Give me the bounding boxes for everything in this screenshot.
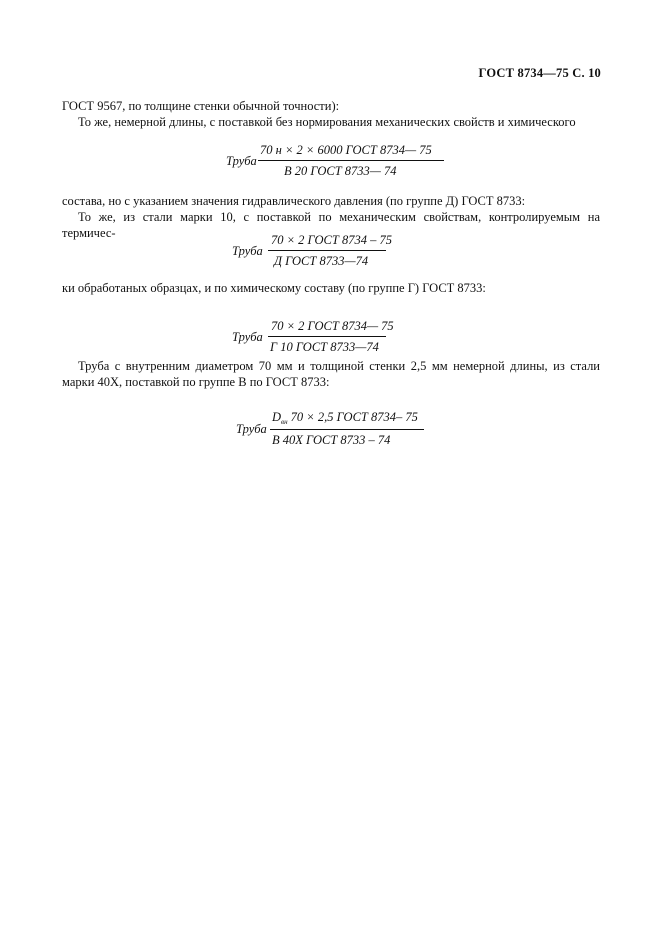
formula-4-fraction-bar [270, 429, 424, 430]
paragraph-5: ки обработаных образцах, и по химическому составу (по группе Г) ГОСТ 8733: [62, 281, 486, 295]
page-header: ГОСТ 8734—75 С. 10 [478, 66, 601, 80]
formula-2 [232, 233, 392, 273]
formula-4-label: Труба [236, 422, 267, 436]
paragraph-2: То же, немерной длины, с поставкой без нормирования механических свойств и химического [78, 115, 576, 129]
formula-4 [236, 410, 426, 452]
paragraph-6: Труба с внутренним диаметром 70 мм и толщиной стенки 2,5 мм немерной длины, из стали марки 40Х, поставкой по группе В по ГОСТ 8733: [62, 359, 600, 389]
formula-1-denominator: В 20 ГОСТ 8733— 74 [284, 164, 397, 178]
formula-3-label: Труба [232, 330, 263, 344]
formula-2-numerator: 70 × 2 ГОСТ 8734 – 75 [271, 233, 392, 247]
formula-4-d-subscript: вн [281, 418, 288, 426]
formula-1-fraction-bar [258, 160, 444, 161]
paragraph-3: состава, но с указанием значения гидравлического давления (по группе Д) ГОСТ 8733: [62, 194, 526, 208]
formula-4-d-symbol: D [272, 410, 282, 424]
formula-1-label: Труба [226, 154, 257, 168]
formula-3 [232, 319, 392, 359]
paragraph-4: То же, из стали марки 10, с поставкой по механическим свойствам, контролируемым на термичес- [62, 210, 600, 240]
formula-3-numerator: 70 × 2 ГОСТ 8734— 75 [271, 319, 394, 333]
formula-4-denominator: В 40Х ГОСТ 8733 – 74 [272, 433, 391, 447]
formula-2-label: Труба [232, 244, 263, 258]
paragraph-1: ГОСТ 9567, по толщине стенки обычной точности): [62, 99, 340, 113]
formula-4-numerator [272, 410, 418, 426]
formula-1-numerator: 70 н × 2 × 6000 ГОСТ 8734— 75 [260, 143, 432, 157]
formula-2-fraction-bar [268, 250, 386, 251]
formula-4-numerator-text: 70 × 2,5 ГОСТ 8734– 75 [287, 410, 418, 424]
formula-1 [226, 143, 446, 183]
formula-3-denominator: Г 10 ГОСТ 8733—74 [270, 340, 379, 354]
formula-2-denominator: Д ГОСТ 8733—74 [274, 254, 369, 268]
formula-3-fraction-bar [268, 336, 386, 337]
